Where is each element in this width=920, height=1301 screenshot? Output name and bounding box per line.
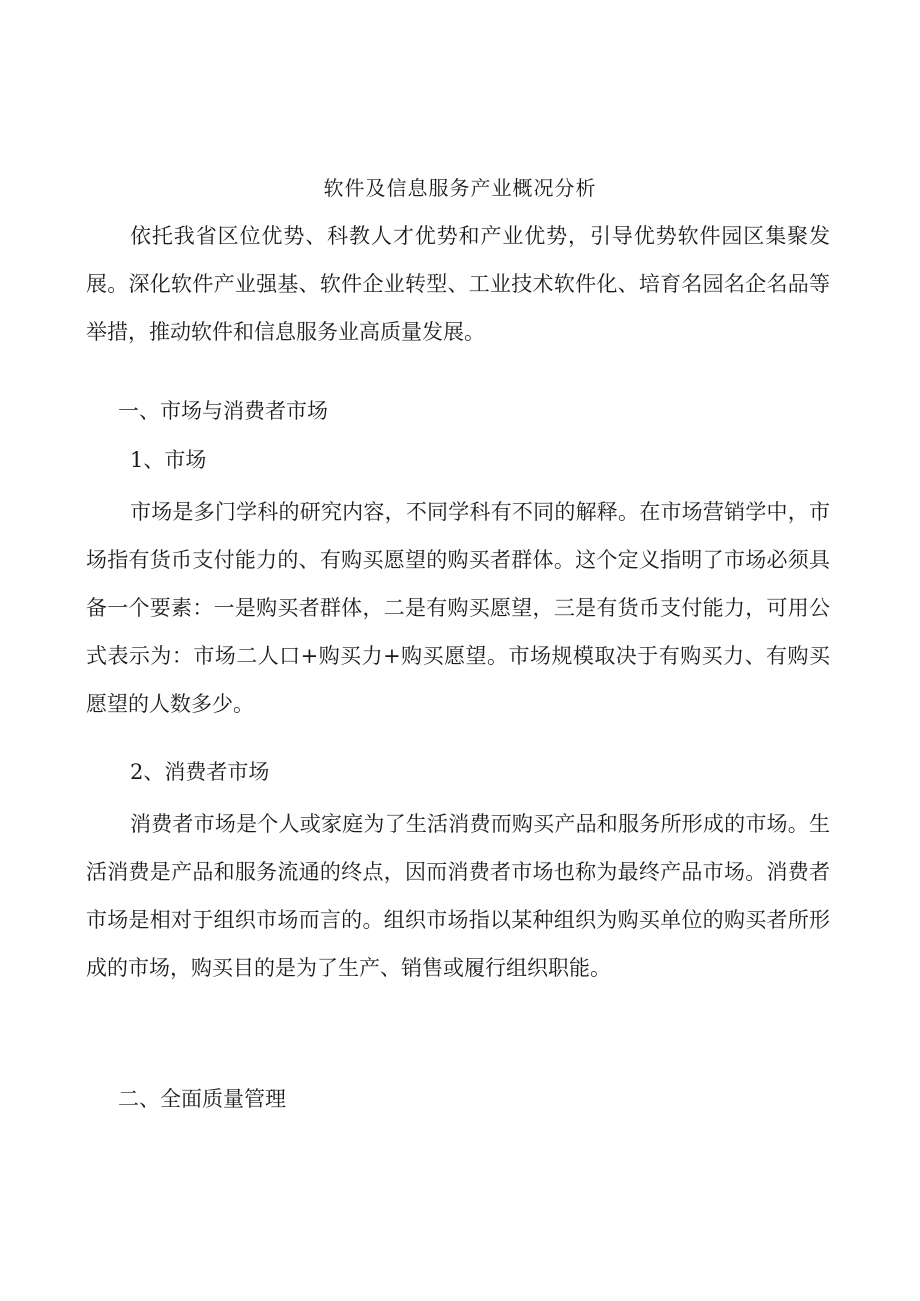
section-heading-1: 一、市场与消费者市场 (118, 399, 328, 423)
subsection-heading-market: 1、市场 (130, 448, 207, 472)
section-heading-2: 二、全面质量管理 (118, 1087, 286, 1111)
market-paragraph: 市场是多门学科的研究内容，不同学科有不同的解释。在市场营销学中，市场指有货币支付能力的、有购买愿望的购买者群体。这个定义指明了市场必须具备一个要素：一是购买者群体，二是有购买愿望，三是有货币支付能力，可用公式表示为：市场二人口+购买力+购买愿望。市场规模取决于有购买力、有购买愿望的人数多少。 (86, 500, 830, 716)
document-title: 软件及信息服务产业概况分析 (323, 176, 597, 200)
subsection-heading-consumer-market: 2、消费者市场 (130, 760, 270, 784)
consumer-market-paragraph: 消费者市场是个人或家庭为了生活消费而购买产品和服务所形成的市场。生活消费是产品和服务流通的终点，因而消费者市场也称为最终产品市场。消费者市场是相对于组织市场而言的。组织市场指以某种组织为购买单位的购买者所形成的市场，购买目的是为了生产、销售或履行组织职能。 (86, 812, 830, 980)
intro-paragraph: 依托我省区位优势、科教人才优势和产业优势，引导优势软件园区集聚发展。深化软件产业强基、软件企业转型、工业技术软件化、培育名园名企名品等举措，推动软件和信息服务业高质量发展。 (86, 224, 830, 344)
